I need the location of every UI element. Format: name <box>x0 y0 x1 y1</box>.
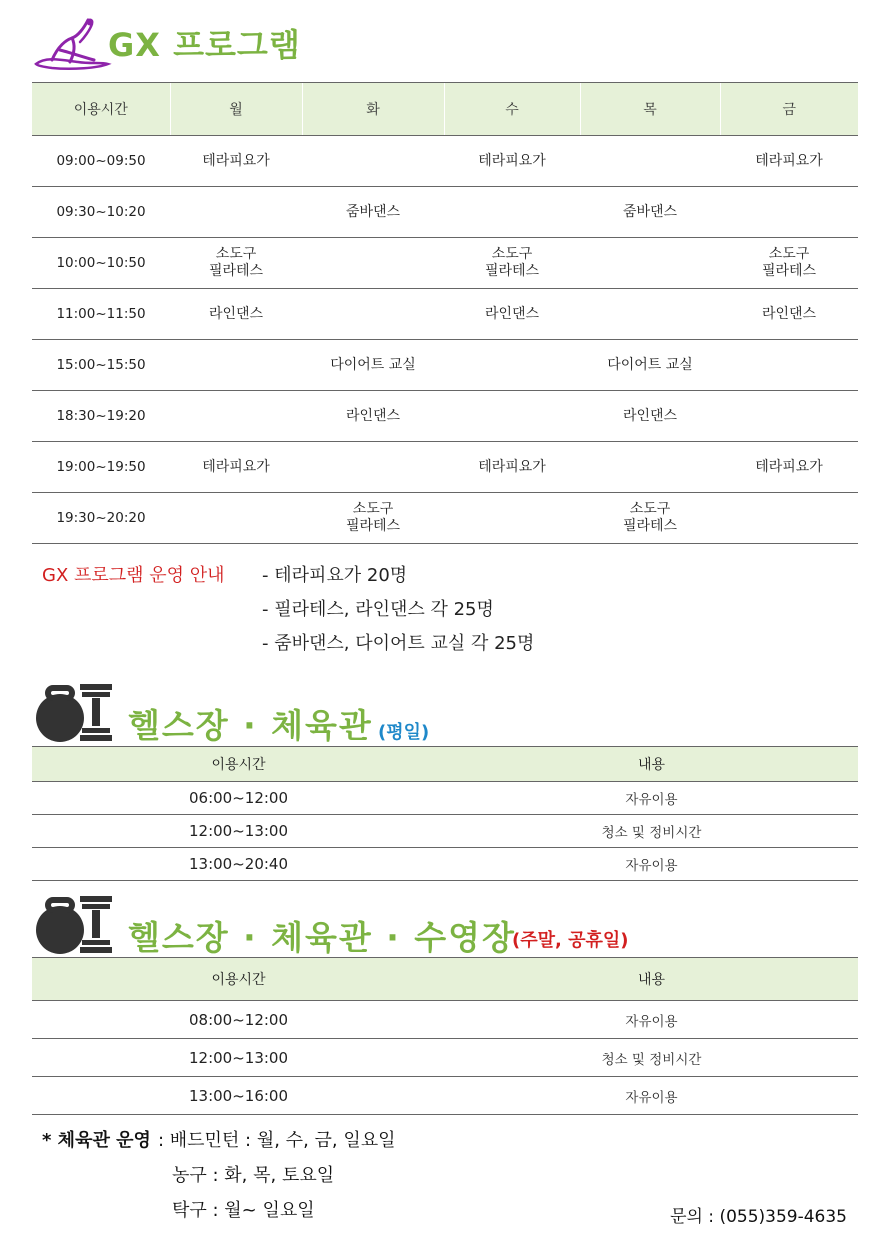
yoga-pose-icon <box>32 16 112 72</box>
gx-time-cell: 09:00~09:50 <box>32 136 170 187</box>
gx-class-cell-thu: 줌바댄스 <box>580 187 720 238</box>
table-row <box>32 1039 858 1077</box>
gx-notice-label: GX 프로그램 운영 안내 <box>42 565 225 586</box>
kettlebell-dumbbell-icon <box>32 896 122 956</box>
gx-class-cell-tue: 소도구 필라테스 <box>302 493 444 544</box>
gym-weekday-table <box>32 746 858 881</box>
content-cell: 자유이용 <box>445 1077 858 1115</box>
gx-title: GX 프로그램 <box>108 26 301 64</box>
gx-class-cell-wed <box>444 187 580 238</box>
gx-class-cell-fri: 소도구 필라테스 <box>720 238 858 289</box>
gx-class-cell-thu: 소도구 필라테스 <box>580 493 720 544</box>
gym-weekday-subtitle: (평일) <box>378 722 430 743</box>
gym-weekend-title: 헬스장 · 체육관 · 수영장 <box>128 918 516 957</box>
gx-row <box>32 187 858 238</box>
gx-time-cell: 18:30~19:20 <box>32 391 170 442</box>
gx-header-mon: 월 <box>170 83 302 136</box>
gx-class-cell-wed: 소도구 필라테스 <box>444 238 580 289</box>
gx-class-cell-tue: 줌바댄스 <box>302 187 444 238</box>
content-cell: 자유이용 <box>445 848 858 881</box>
content-cell: 자유이용 <box>445 782 858 815</box>
gym-weekend-header-content: 내용 <box>445 958 858 1001</box>
gx-class-cell-fri <box>720 187 858 238</box>
gx-header-fri: 금 <box>720 83 858 136</box>
gx-class-cell-tue <box>302 136 444 187</box>
gx-class-cell-tue <box>302 238 444 289</box>
gx-class-cell-mon <box>170 391 302 442</box>
gx-header-wed: 수 <box>444 83 580 136</box>
gym-hall-line-2: 농구 : 화, 목, 토요일 <box>172 1165 335 1186</box>
gym-hall-line-3: 탁구 : 월~ 일요일 <box>172 1200 315 1221</box>
content-cell: 청소 및 정비시간 <box>445 1039 858 1077</box>
table-row <box>32 1001 858 1039</box>
gx-time-cell: 10:00~10:50 <box>32 238 170 289</box>
gym-weekend-header-row <box>32 958 858 1001</box>
gx-class-cell-wed: 테라피요가 <box>444 442 580 493</box>
gx-class-cell-mon <box>170 340 302 391</box>
gx-class-cell-fri <box>720 391 858 442</box>
gx-class-cell-fri: 테라피요가 <box>720 136 858 187</box>
gx-header-row <box>32 83 858 136</box>
gym-weekend-table <box>32 957 858 1115</box>
gx-class-cell-mon <box>170 187 302 238</box>
gx-time-cell: 11:00~11:50 <box>32 289 170 340</box>
gx-time-cell: 09:30~10:20 <box>32 187 170 238</box>
gx-notice-line-2: - 필라테스, 라인댄스 각 25명 <box>262 599 494 620</box>
gx-class-cell-mon: 소도구 필라테스 <box>170 238 302 289</box>
kettlebell-dumbbell-icon <box>32 684 122 744</box>
gym-weekday-title: 헬스장 · 체육관 <box>128 706 373 745</box>
gx-class-cell-thu <box>580 136 720 187</box>
gx-schedule-table <box>32 82 858 544</box>
gx-class-cell-mon: 테라피요가 <box>170 442 302 493</box>
gx-class-cell-fri <box>720 493 858 544</box>
gx-class-cell-wed: 라인댄스 <box>444 289 580 340</box>
gym-hall-line-1: : 배드민턴 : 월, 수, 금, 일요일 <box>158 1130 396 1151</box>
gx-class-cell-tue <box>302 289 444 340</box>
time-cell: 12:00~13:00 <box>32 815 445 848</box>
gx-class-cell-wed <box>444 391 580 442</box>
gx-class-cell-thu <box>580 442 720 493</box>
gx-header-time: 이용시간 <box>32 83 170 136</box>
gx-class-cell-mon <box>170 493 302 544</box>
contact-info: 문의 : (055)359-4635 <box>670 1207 847 1227</box>
table-row <box>32 782 858 815</box>
content-cell: 자유이용 <box>445 1001 858 1039</box>
time-cell: 12:00~13:00 <box>32 1039 445 1077</box>
gx-class-cell-fri <box>720 340 858 391</box>
gx-row <box>32 136 858 187</box>
content-cell: 청소 및 정비시간 <box>445 815 858 848</box>
gx-notice-line-3: - 줌바댄스, 다이어트 교실 각 25명 <box>262 633 535 654</box>
gx-class-cell-wed <box>444 493 580 544</box>
gym-weekday-header-content: 내용 <box>445 747 858 782</box>
gx-header-tue: 화 <box>302 83 444 136</box>
gx-class-cell-fri: 테라피요가 <box>720 442 858 493</box>
gx-class-cell-thu <box>580 238 720 289</box>
time-cell: 06:00~12:00 <box>32 782 445 815</box>
gx-class-cell-mon: 라인댄스 <box>170 289 302 340</box>
gx-class-cell-tue: 다이어트 교실 <box>302 340 444 391</box>
gx-row <box>32 238 858 289</box>
gym-weekend-header-time: 이용시간 <box>32 958 445 1001</box>
table-row <box>32 1077 858 1115</box>
gx-class-cell-mon: 테라피요가 <box>170 136 302 187</box>
gym-hall-label: * 체육관 운영 <box>42 1130 151 1151</box>
gx-notice-line-1: - 테라피요가 20명 <box>262 565 408 586</box>
gx-time-cell: 19:30~20:20 <box>32 493 170 544</box>
gx-row <box>32 493 858 544</box>
gx-class-cell-wed: 테라피요가 <box>444 136 580 187</box>
gym-weekend-subtitle: (주말, 공휴일) <box>512 930 629 951</box>
gym-weekday-header-row <box>32 747 858 782</box>
gx-row <box>32 442 858 493</box>
gx-class-cell-wed <box>444 340 580 391</box>
time-cell: 08:00~12:00 <box>32 1001 445 1039</box>
gx-row <box>32 340 858 391</box>
gx-class-cell-fri: 라인댄스 <box>720 289 858 340</box>
table-row <box>32 848 858 881</box>
gx-header-thu: 목 <box>580 83 720 136</box>
gym-weekday-header-time: 이용시간 <box>32 747 445 782</box>
gx-class-cell-tue: 라인댄스 <box>302 391 444 442</box>
gx-table-body <box>32 136 858 544</box>
gx-class-cell-thu <box>580 289 720 340</box>
time-cell: 13:00~16:00 <box>32 1077 445 1115</box>
gx-time-cell: 19:00~19:50 <box>32 442 170 493</box>
gx-time-cell: 15:00~15:50 <box>32 340 170 391</box>
gx-class-cell-thu: 다이어트 교실 <box>580 340 720 391</box>
gx-class-cell-thu: 라인댄스 <box>580 391 720 442</box>
gx-row <box>32 289 858 340</box>
gx-class-cell-tue <box>302 442 444 493</box>
gx-row <box>32 391 858 442</box>
time-cell: 13:00~20:40 <box>32 848 445 881</box>
table-row <box>32 815 858 848</box>
